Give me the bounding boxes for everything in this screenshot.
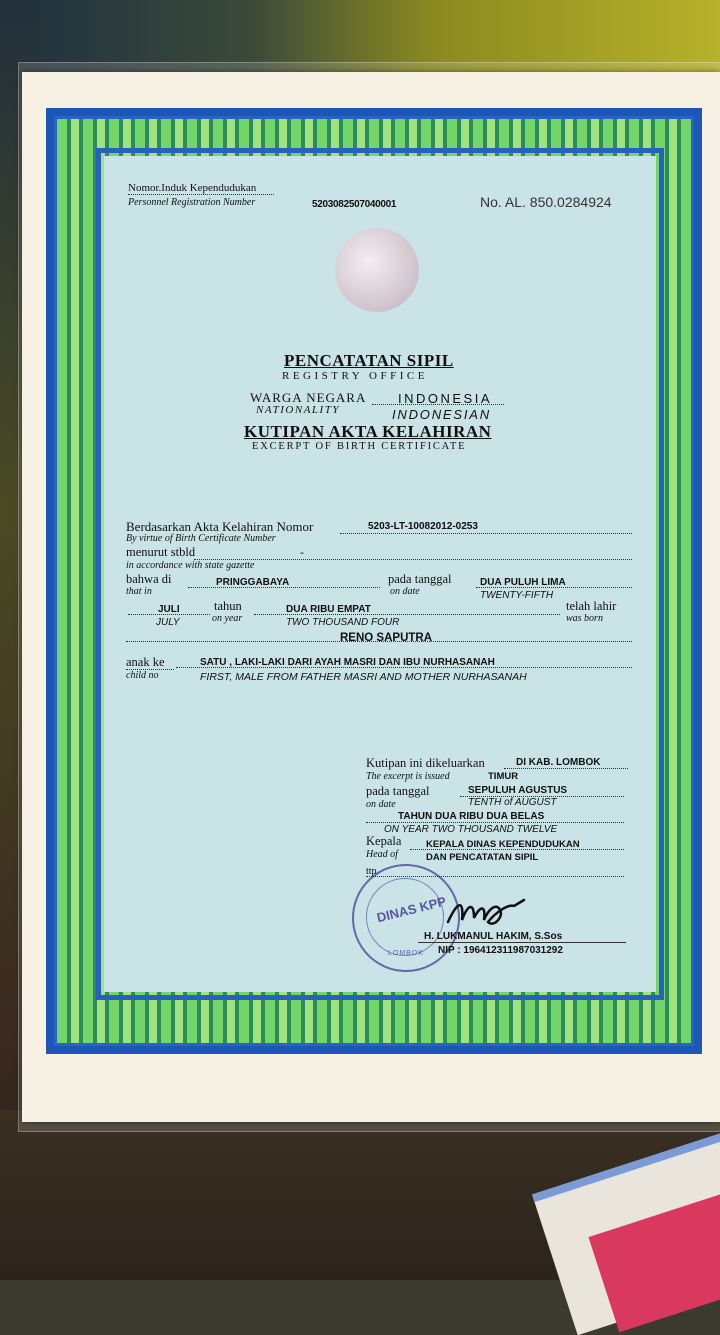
born-label-id: telah lahir [566,599,617,613]
issue-date-label-en: on date [366,799,396,810]
stbld-underline [194,559,632,560]
document-title-en: EXCERPT OF BIRTH CERTIFICATE [252,441,467,452]
child-name: RENO SAPUTRA [340,632,433,644]
issued-place-underline [504,768,628,769]
issue-date-en: TENTH of AUGUST [468,797,557,808]
date-label-id: pada tanggal [388,572,452,586]
year-underline [254,614,560,615]
name-underline [126,641,632,642]
official-nip: NIP : 196412311987031292 [438,945,563,956]
basis-label-en: By virtue of Birth Certificate Number [126,533,276,544]
day-value-id: DUA PULUH LIMA [480,577,566,588]
issue-year-underline [366,822,624,823]
stbld-label-en: in accordance with state gazette [126,560,255,571]
year-label-id: tahun [214,599,242,613]
issue-year-en: ON YEAR TWO THOUSAND TWELVE [384,824,558,835]
head-label-id: Kepala [366,834,402,848]
month-underline [128,614,210,615]
stbld-value: - [300,545,304,559]
issue-date-id: SEPULUH AGUSTUS [468,785,568,796]
place-value: PRINGGABAYA [216,577,290,588]
registration-number: 5203082507040001 [312,199,397,210]
head-office-2: DAN PENCATATAN SIPIL [426,852,539,863]
head-office-1: KEPALA DINAS KEPENDUDUKAN [426,839,580,850]
child-label-id: anak ke [126,655,165,669]
nationality-value-en: INDONESIAN [392,407,491,422]
official-name: H. LUKMANUL HAKIM, S.Sos [424,931,563,942]
day-value-en: TWENTY-FIFTH [480,590,554,601]
stamp-text-bottom: LOMBOK [388,950,424,957]
place-label-en: that in [126,586,152,597]
on-behalf-mark: ttp. [366,866,380,877]
month-value-en: JULY [156,617,180,628]
registration-label-en: Personnel Registration Number [128,197,256,208]
issue-date-label-id: pada tanggal [366,784,430,798]
issued-place-1: DI KAB. LOMBOK [516,757,601,768]
child-order-underline [176,667,632,668]
hologram-seal [335,228,419,312]
nationality-label-en: NATIONALITY [256,404,340,416]
day-underline [476,587,632,588]
issued-label-id: Kutipan ini dikeluarkan [366,756,485,770]
basis-underline [340,533,632,534]
registration-label-id: Nomor.Induk Kependudukan [128,182,257,194]
issued-place-2: TIMUR [488,771,519,782]
child-label-en: child no [126,670,159,681]
issue-year-id: TAHUN DUA RIBU DUA BELAS [398,811,545,822]
registration-underline [128,194,274,195]
year-value-en: TWO THOUSAND FOUR [286,617,400,628]
place-label-id: bahwa di [126,572,172,586]
basis-label-id: Berdasarkan Akta Kelahiran Nomor [126,519,314,534]
office-title-id: PENCATATAN SIPIL [284,351,454,370]
head-office-underline [410,849,624,850]
nationality-value-id: INDONESIA [398,391,493,406]
official-name-underline [418,942,626,943]
head-label-en: Head of [366,849,398,860]
certificate-number: 5203-LT-10082012-0253 [368,521,478,532]
office-title-en: REGISTRY OFFICE [282,370,428,382]
official-signature [444,892,534,936]
place-underline [188,587,380,588]
year-label-en: on year [212,613,243,624]
child-order-id: SATU , LAKI-LAKI DARI AYAH MASRI DAN IBU NURHASANAH [200,657,495,668]
document-title-id: KUTIPAN AKTA KELAHIRAN [244,422,492,441]
born-label-en: was born [566,613,603,624]
nationality-underline [372,404,504,405]
issued-label-en: The excerpt is issued [366,771,450,782]
child-order-en: FIRST, MALE FROM FATHER MASRI AND MOTHER NURHASANAH [200,671,527,683]
month-value-id: JULI [158,604,180,615]
stbld-label-id: menurut stbld [126,545,196,559]
nationality-label-id: WARGA NEGARA [250,390,367,405]
serial-number: No. AL. 850.0284924 [480,194,612,210]
year-value-id: DUA RIBU EMPAT [286,604,371,615]
stamp-text: DINAS KPP [375,893,448,926]
date-label-en: on date [390,586,420,597]
